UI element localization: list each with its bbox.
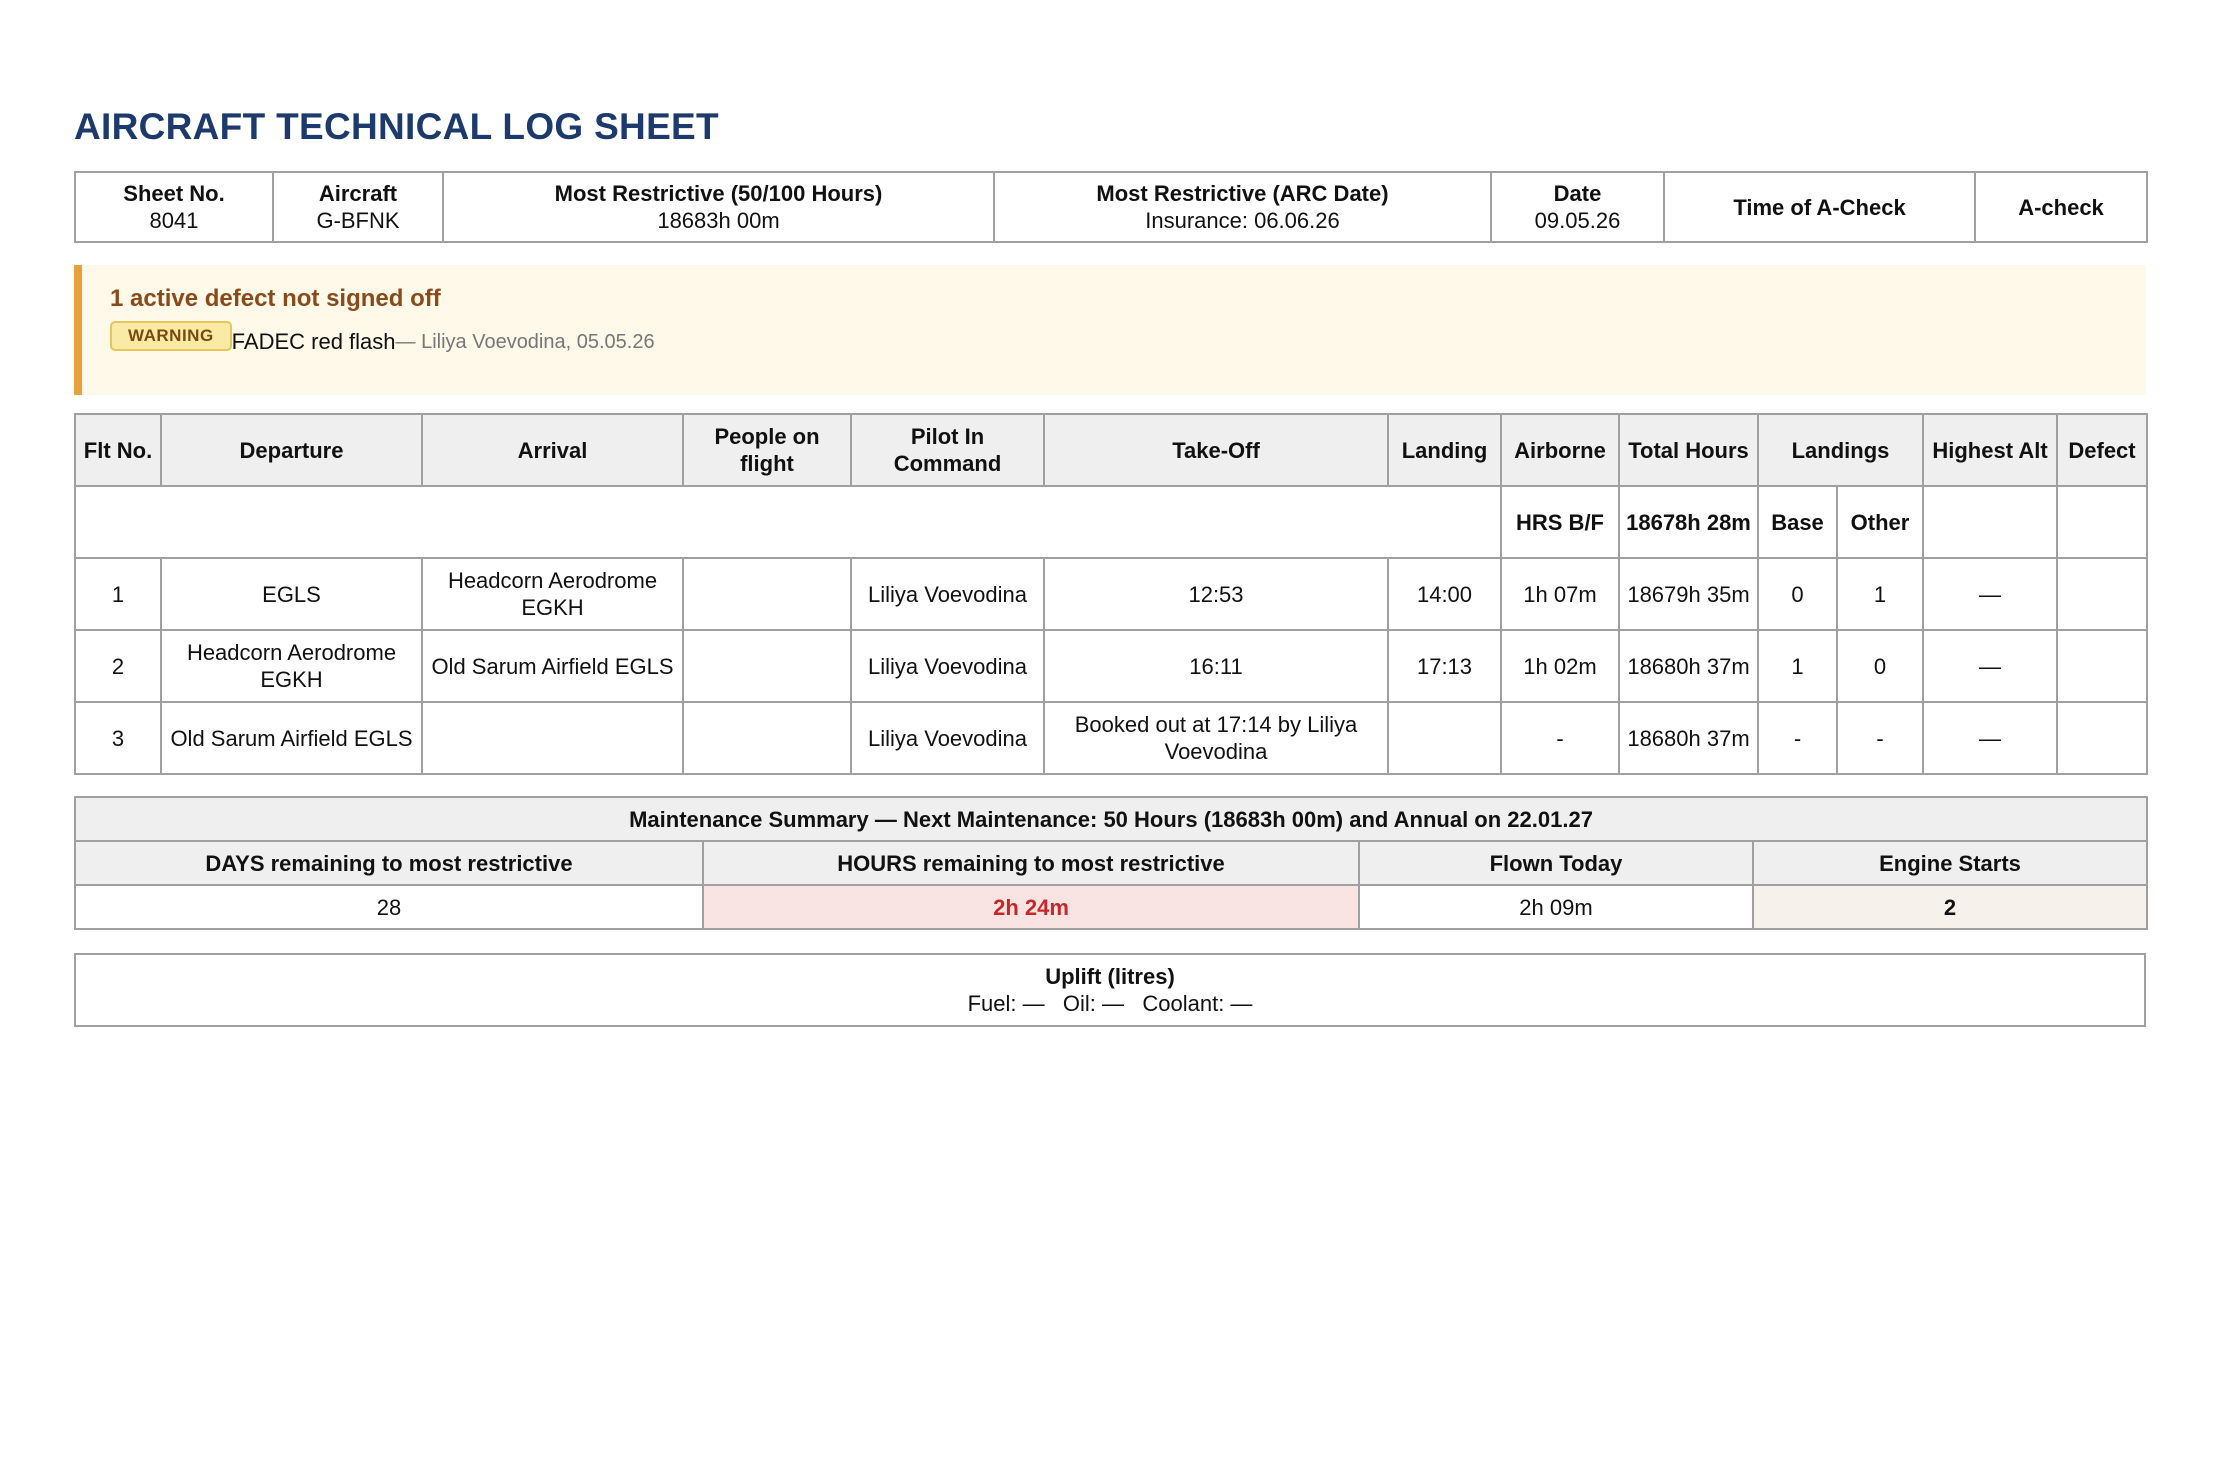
acheck-time-cell xyxy=(1664,172,1975,242)
bf-defect xyxy=(2057,486,2147,558)
landing-cell: 17:13 xyxy=(1388,630,1501,702)
col-airborne: Airborne xyxy=(1501,414,1619,486)
takeoff-cell: Booked out at 17:14 by Liliya Voevodina xyxy=(1044,702,1388,774)
aircraft-cell xyxy=(273,172,443,242)
col-flt-no: Flt No. xyxy=(75,414,161,486)
pic-cell: Liliya Voevodina xyxy=(851,702,1044,774)
landings-other-cell: 1 xyxy=(1837,558,1923,630)
arrival-cell xyxy=(422,702,683,774)
flights-table xyxy=(74,413,2148,775)
col-highest-alt: Highest Alt xyxy=(1923,414,2057,486)
date-value: 09.05.26 xyxy=(1534,208,1621,233)
flt-no-cell: 2 xyxy=(75,630,161,702)
warning-badge: WARNING xyxy=(110,321,232,351)
defect-cell xyxy=(2057,702,2147,774)
departure-cell: Headcorn Aerodrome EGKH xyxy=(161,630,422,702)
col-takeoff: Take-Off xyxy=(1044,414,1388,486)
col-departure: Departure xyxy=(161,414,422,486)
table-row xyxy=(75,630,2147,702)
defect-item xyxy=(110,327,2146,357)
landings-base-cell: - xyxy=(1758,702,1837,774)
hours-remaining-value: 2h 24m xyxy=(703,885,1359,929)
days-remaining-label: DAYS remaining to most restrictive xyxy=(75,841,703,885)
days-remaining-value: 28 xyxy=(75,885,703,929)
mr-hours-cell xyxy=(443,172,994,242)
alert-title: 1 active defect not signed off xyxy=(110,285,441,312)
acheck-time-label: Time of A-Check xyxy=(1733,194,1906,220)
bf-blank xyxy=(75,486,1501,558)
people-cell xyxy=(683,558,851,630)
sheet-no-value: 8041 xyxy=(149,208,199,233)
sheet-no-cell xyxy=(75,172,273,242)
maintenance-summary-row xyxy=(75,797,2147,841)
mr-arc-label: Most Restrictive (ARC Date) xyxy=(1096,181,1389,206)
pic-cell: Liliya Voevodina xyxy=(851,558,1044,630)
defect-cell xyxy=(2057,630,2147,702)
defect-alert xyxy=(74,265,2146,395)
uplift-label: Uplift (litres) xyxy=(1045,964,1175,989)
flown-today-label: Flown Today xyxy=(1359,841,1753,885)
highest-alt-cell: — xyxy=(1923,630,2057,702)
defect-cell xyxy=(2057,558,2147,630)
landing-cell: 14:00 xyxy=(1388,558,1501,630)
total-hours-cell: 18679h 35m xyxy=(1619,558,1758,630)
landings-base-cell: 1 xyxy=(1758,630,1837,702)
defect-meta: — Liliya Voevodina, 05.05.26 xyxy=(395,330,655,353)
flt-no-cell: 1 xyxy=(75,558,161,630)
airborne-cell: 1h 02m xyxy=(1501,630,1619,702)
maintenance-values-row xyxy=(75,885,2147,929)
table-row xyxy=(75,558,2147,630)
bf-label: HRS B/F xyxy=(1501,486,1619,558)
total-hours-cell: 18680h 37m xyxy=(1619,702,1758,774)
engine-starts-label: Engine Starts xyxy=(1753,841,2147,885)
highest-alt-cell: — xyxy=(1923,558,2057,630)
col-landing: Landing xyxy=(1388,414,1501,486)
airborne-cell: 1h 07m xyxy=(1501,558,1619,630)
arrival-cell: Headcorn Aerodrome EGKH xyxy=(422,558,683,630)
mr-arc-cell xyxy=(994,172,1491,242)
engine-starts-value: 2 xyxy=(1753,885,2147,929)
mr-arc-value: Insurance: 06.06.26 xyxy=(1145,208,1340,233)
maintenance-summary-table xyxy=(74,796,2148,930)
uplift-cell xyxy=(75,954,2145,1026)
bf-total: 18678h 28m xyxy=(1619,486,1758,558)
flights-header-row xyxy=(75,414,2147,486)
table-row xyxy=(75,702,2147,774)
maintenance-header-row xyxy=(75,841,2147,885)
sheet-header-table xyxy=(74,171,2148,243)
bf-other: Other xyxy=(1837,486,1923,558)
pic-cell: Liliya Voevodina xyxy=(851,630,1044,702)
takeoff-cell: 16:11 xyxy=(1044,630,1388,702)
landings-other-cell: 0 xyxy=(1837,630,1923,702)
landings-base-cell: 0 xyxy=(1758,558,1837,630)
page-title: AIRCRAFT TECHNICAL LOG SHEET xyxy=(74,106,719,147)
col-defect: Defect xyxy=(2057,414,2147,486)
defect-text: FADEC red flash xyxy=(231,329,396,354)
mr-hours-label: Most Restrictive (50/100 Hours) xyxy=(554,181,883,206)
hours-remaining-label: HOURS remaining to most restrictive xyxy=(703,841,1359,885)
date-label: Date xyxy=(1553,181,1602,206)
bf-alt xyxy=(1923,486,2057,558)
acheck-label: A-check xyxy=(2018,194,2104,220)
col-arrival: Arrival xyxy=(422,414,683,486)
airborne-cell: - xyxy=(1501,702,1619,774)
aircraft-value: G-BFNK xyxy=(316,208,400,233)
people-cell xyxy=(683,702,851,774)
uplift-values: Fuel: — Oil: — Coolant: — xyxy=(967,991,1253,1016)
col-landings: Landings xyxy=(1758,414,1923,486)
landings-other-cell: - xyxy=(1837,702,1923,774)
highest-alt-cell: — xyxy=(1923,702,2057,774)
arrival-cell: Old Sarum Airfield EGLS xyxy=(422,630,683,702)
col-total-hours: Total Hours xyxy=(1619,414,1758,486)
flt-no-cell: 3 xyxy=(75,702,161,774)
date-cell xyxy=(1491,172,1664,242)
uplift-table xyxy=(74,953,2146,1027)
aircraft-label: Aircraft xyxy=(318,181,398,206)
total-hours-cell: 18680h 37m xyxy=(1619,630,1758,702)
departure-cell: EGLS xyxy=(161,558,422,630)
acheck-cell xyxy=(1975,172,2147,242)
flown-today-value: 2h 09m xyxy=(1359,885,1753,929)
takeoff-cell: 12:53 xyxy=(1044,558,1388,630)
people-cell xyxy=(683,630,851,702)
departure-cell: Old Sarum Airfield EGLS xyxy=(161,702,422,774)
brought-forward-row xyxy=(75,486,2147,558)
col-people: People on flight xyxy=(683,414,851,486)
bf-base: Base xyxy=(1758,486,1837,558)
landing-cell xyxy=(1388,702,1501,774)
sheet-no-label: Sheet No. xyxy=(123,181,225,206)
mr-hours-value: 18683h 00m xyxy=(657,208,780,233)
maintenance-summary-title: Maintenance Summary — Next Maintenance: 50 Hours (18683h 00m) and Annual on 22.01.27 xyxy=(75,797,2147,841)
col-pic: Pilot In Command xyxy=(851,414,1044,486)
